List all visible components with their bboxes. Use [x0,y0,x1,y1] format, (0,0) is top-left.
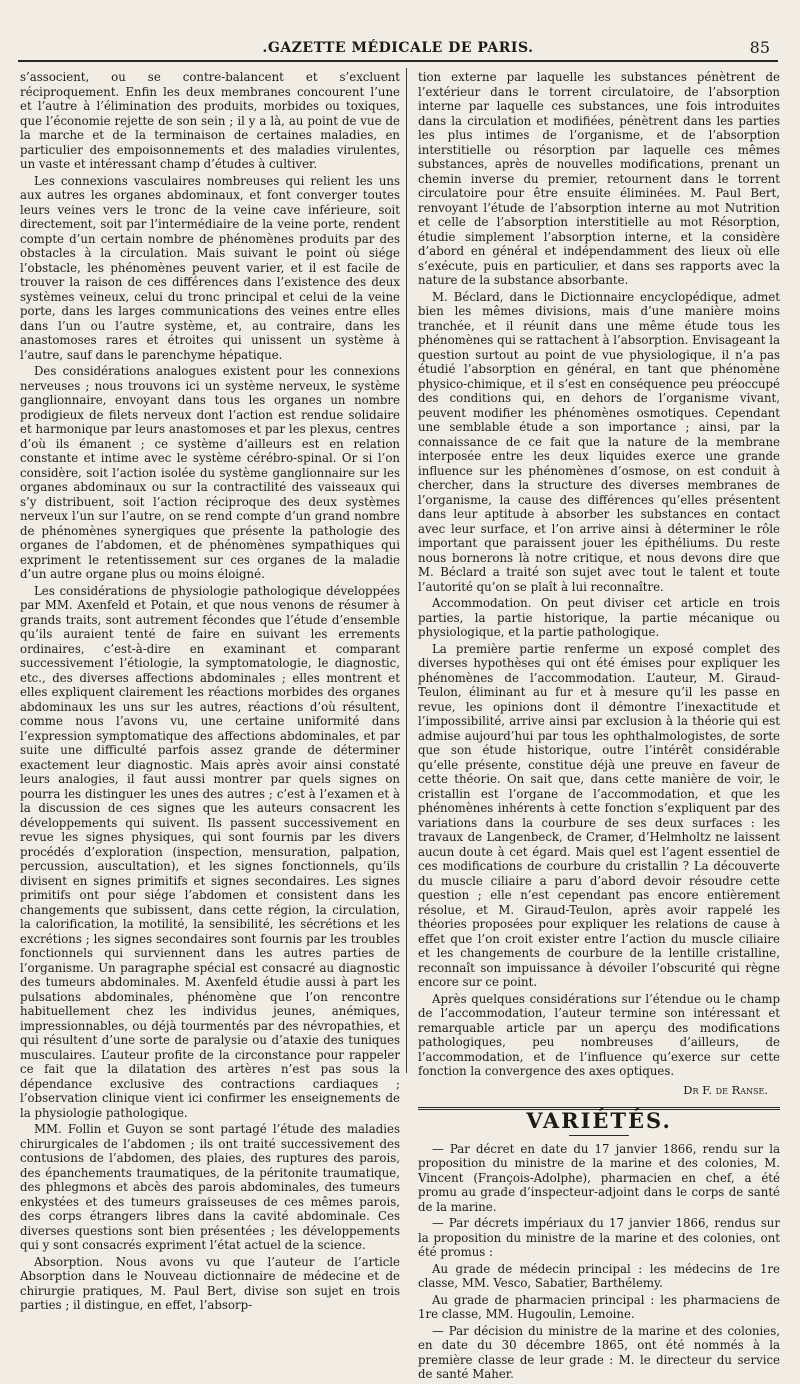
title-underline [569,1135,629,1136]
paragraph: Accommodation. On peut diviser cet article en trois parties, la partie historique, la partie mécanique ou physiologique, et la partie pathologique. [418,596,780,639]
news-item: — Par décrets impériaux du 17 janvier 1866, rendus sur la proposition du ministre de la marine et des colonies, ont été promus : [418,1216,780,1259]
right-column [418,70,780,1384]
page-header [18,38,778,62]
paragraph: Des considérations analogues existent pour les connexions nerveuses ; nous trouvons ici un système nerveux, le système ganglionnaire, envoyant dans tous les organes un nombre prodigieux de filets nerveux dont l’action est rendue solidaire et harmonique par leurs anastomoses et par les plexus, centres d’où ils émanent ; ce système d’ailleurs est en relation constante et intime avec le système cérébro-spinal. Or si l’on considère, soit l’action isolée du système ganglionnaire sur les organes abdominaux ou sur la contractilité des vaisseaux qui s’y distribuent, soit l’action réciproque des deux systèmes nerveux l’un sur l’autre, on se rend compte d’un grand nombre de phénomènes synergiques que présente la pathologie des organes de l’abdomen, et de phénomènes sympathiques qui expriment le retentissement sur ces organes de la maladie d’un autre organe plus ou moins éloigné. [20,364,400,581]
paragraph: Les considérations de physiologie pathologique développées par MM. Axenfeld et Potain, et que nous venons de résumer à grands traits, sont autrement fécondes que l’étude d’ensemble qu’ils auraient tenté de faire en suivant les errements ordinaires, c’est-à-dire en examinant et comparant successivement l’étiologie, la symptomatologie, le diagnostic, etc., des diverses affections abdominales ; elles montrent et elles expliquent clairement les réactions morbides des organes abdominaux les uns sur les autres, réactions d’où résultent, comme nous l’avons vu, une certaine uniformité dans l’expression symptomatique des affections abdominales, et par suite une difficulté parfois assez grande de déterminer exactement leur diagnostic. Mais après avoir ainsi constaté leurs analogies, il faut aussi montrer par quels signes on pourra les distinguer les unes des autres ; c’est à l’examen et à la discussion de ces signes que les auteurs consacrent les développements qui suivent. Ils passent successivement en revue les signes physiques, qui sont fournis par les divers procédés d’exploration (inspection, mensuration, palpation, percussion, auscultation), et les signes fonctionnels, qu’ils divisent en signes primitifs et signes secondaires. Les signes primitifs ont pour siége l’abdomen et consistent dans les changements que subissent, dans cette région, la circulation, la calorification, la motilité, la sensibilité, les sécrétions et les excrétions ; les signes secondaires sont fournis par les troubles fonctionnels qui surviennent dans les autres parties de l’organisme. Un paragraphe spécial est consacré au diagnostic des tumeurs abdominales. M. Axenfeld étudie aussi à part les pulsations abdominales, phénomène que l’on rencontre habituellement chez les individus jeunes, anémiques, impressionnables, ou déjà tourmentés par des névropathies, et qui résultent d’une sorte de paralysie ou d’ataxie des tuniques musculaires. L’auteur profite de la circonstance pour rappeler ce fait que la dilatation des artères n’est pas sous la dépendance exclusive des contractions cardiaques ; l’observation clinique vient ici confirmer les enseignements de la physiologie pathologique. [20,583,400,1120]
paragraph: La première partie renferme un exposé complet des diverses hypothèses qui ont été émises pour expliquer les phénomènes de l’accommodation. L’auteur, M. Giraud-Teulon, éliminant au fur et à mesure qu’il les passe en revue, les opinions dont il démontre l’inexactitude et l’impossibilité, arrive ainsi par exclusion à la théorie qui est admise aujourd’hui par tous les ophthalmologistes, de sorte que son étude historique, outre l’intérêt considérable qu’elle présente, constitue déjà une preuve en faveur de cette théorie. On sait que, dans cette manière de voir, le cristallin est l’organe de l’accommodation, et que les phénomènes inhérents à cette fonction s’expliquent par des variations dans la courbure de ses deux surfaces : les travaux de Langenbeck, de Cramer, d’Helmholtz ne laissent aucun doute à cet égard. Mais quel est l’agent essentiel de ces modifications de courbure du cristallin ? La découverte du muscle ciliaire a paru d’abord devoir résoudre cette question ; elle n’est cependant pas encore entièrement résolue, et M. Giraud-Teulon, après avoir rappelé les théories proposées pour expliquer les relations de cause à effet que l’on croit exister entre l’action du muscle ciliaire et les changements de courbure de la lentille cristalline, reconnaît son impuissance à dévoiler l’obscurité qui règne encore sur ce point. [418,641,780,989]
news-item: — Par décision du ministre de la marine et des colonies, en date du 30 décembre 1865, ont été nommés à la première classe de leur grade : M. le directeur du service de santé Maher. [418,1323,780,1381]
news-item: Au grade de pharmacien principal : les pharmaciens de 1re classe, MM. Hugoulin, Lemoine. [418,1292,780,1321]
paragraph: Absorption. Nous avons vu que l’auteur de l’article Absorption dans le Nouveau dictionnaire de médecine et de chirurgie pratiques, M. Paul Bert, divise son sujet en trois parties ; il distingue, en effet, l’absorp- [20,1254,400,1312]
news-item: — Par décret en date du 17 janvier 1866, rendu sur la proposition du ministre de la marine et des colonies, M. Vincent (François-Adolphe), pharmacien en chef, a été promu au grade d’inspecteur-adjoint dans le corps de santé de la marine. [418,1141,780,1214]
paragraph: M. Béclard, dans le Dictionnaire encyclopédique, admet bien les mêmes divisions, mais d’une manière moins tranchée, et il réunit dans une même étude tous les phénomènes qui se rattachent à l’absorption. Envisageant la question surtout au point de vue physiologique, il n’a pas étudié l’absorption en général, en tant que phénomène physico-chimique, et il s’est en conséquence peu préoccupé des conditions qui, en dehors de l’organisme vivant, peuvent modifier les phénomènes osmotiques. Cependant une semblable étude a son importance ; ainsi, par la connaissance de ce fait que la nature de la membrane interposée entre les deux liquides exerce une grande influence sur les phénomènes d’osmose, on est conduit à chercher, dans la structure des diverses membranes de l’organisme, la cause des différences qu’elles présentent dans leur aptitude à absorber les substances en contact avec leur surface, et l’on arrive ainsi à déterminer le rôle important que paraissent jouer les épithéliums. Du reste nous bornerons là notre critique, et nous devons dire que M. Béclard a traité son sujet avec tout le talent et toute l’autorité qu’on se plaît à lui reconnaître. [418,289,781,594]
section-title-varietes: VARIÉTÉS. [526,1108,672,1133]
page-number: 85 [749,38,770,57]
left-column [20,70,400,1315]
paragraph: Les connexions vasculaires nombreuses qui relient les uns aux autres les organes abdominaux, et font converger toutes leurs veines vers le tronc de la veine cave inférieure, soit directement, soit par l’intermédiaire de la veine porte, rendent compte d’un certain nombre de phénomènes produits par des obstacles à la circulation. Mais suivant le point où siége l’obstacle, les phénomènes peuvent varier, et il est facile de trouver la raison de ces différences dans l’existence des deux systèmes veineux, celui du tronc principal et celui de la veine porte, dans les larges communications des veines entre elles dans l’un ou l’autre système, et, au contraire, dans les anastomoses rares et étroites qui unissent un système à l’autre, sauf dans le parenchyme hépatique. [20,173,400,362]
journal-title: .GAZETTE MÉDICALE DE PARIS. [262,40,534,56]
author-signature: Dr F. de Ranse. [683,1082,768,1097]
paragraph: Après quelques considérations sur l’étendue ou le champ de l’accommodation, l’auteur termine son intéressant et remarquable article par un aperçu des modifications pathologiques, peu nombreuses d’ailleurs, de l’accommodation, et de l’influence qu’exerce sur cette fonction la convergence des axes optiques. [418,991,780,1078]
paragraph: tion externe par laquelle les substances pénètrent de l’extérieur dans le torrent circulatoire, de l’absorption interne par laquelle ces substances, une fois introduites dans la circulation et modifiées, pénètrent dans les parties les plus intimes de l’organisme, et de l’absorption interstitielle ou résorption par laquelle ces mêmes substances, après de nouvelles modifications, prenant un chemin inverse du premier, retournent dans le torrent circulatoire pour être ensuite éliminées. M. Paul Bert, renvoyant l’étude de l’absorption interne au mot Nutrition et celle de l’absorption interstitielle au mot Résorption, étudie simplement l’absorption interne, et la considère d’abord en général et indépendamment des lieux où elle s’exécute, puis en particulier, et dans ses rapports avec la nature de la substance absorbante. [418,70,780,287]
paragraph: MM. Follin et Guyon se sont partagé l’étude des maladies chirurgicales de l’abdomen ; ils ont traité successivement des contusions de l’abdomen, des plaies, des ruptures des parois, des épanchements traumatiques, de la péritonite traumatique, des phlegmons et abcès des parois abdominales, des tumeurs enkystées et des tumeurs graisseuses de ces mêmes parois, des corps étrangers libres dans la cavité abdominale. Ces diverses questions sont bien présentées ; les développements qui y sont consacrés expriment l’état actuel de la science. [20,1122,400,1252]
news-item: Au grade de médecin principal : les médecins de 1re classe, MM. Vesco, Sabatier, Barthélemy. [418,1261,780,1290]
column-divider [406,68,407,1073]
paragraph: s’associent, ou se contre-balancent et s’excluent réciproquement. Enfin les deux membranes concourent l’une et l’autre à l’élimination des produits, morbides ou toxiques, que l’économie rejette de son sein ; il y a là, au point de vue de la marche et de la terminaison de certaines maladies, en particulier des empoisonnements et des maladies virulentes, un vaste et intéressant champ d’études à cultiver. [20,70,400,171]
